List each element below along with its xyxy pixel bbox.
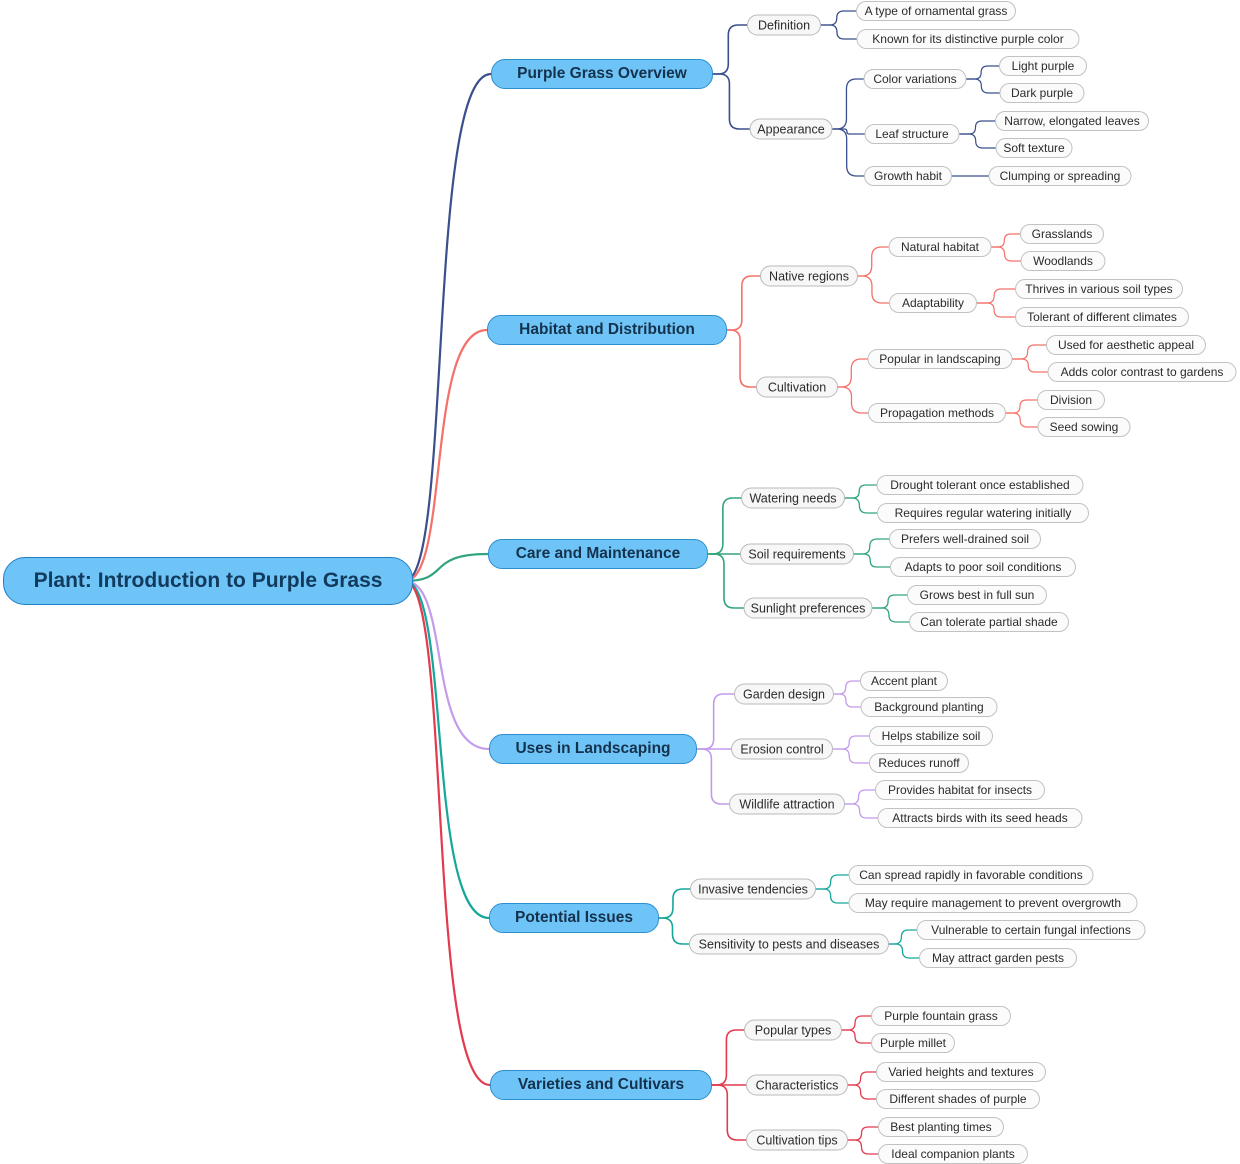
edge [848, 1127, 878, 1140]
edge [1013, 359, 1048, 372]
leaf-reduces-runoff[interactable] [869, 753, 969, 773]
edge [405, 330, 487, 581]
edge [992, 247, 1021, 261]
leaf-may-attract-garden-pests[interactable] [919, 948, 1077, 968]
edge [854, 539, 889, 554]
leaf-a-type-of-ornamental-grass[interactable] [856, 1, 1016, 21]
leaf-ideal-companion-plants[interactable] [878, 1144, 1028, 1164]
node-label: Requires regular watering initially [894, 506, 1072, 520]
edge [889, 944, 919, 958]
branch-varieties-and-cultivars[interactable] [490, 1070, 712, 1100]
edge [848, 1085, 876, 1099]
leaf-leaf-structure[interactable] [865, 124, 960, 144]
node-label: Sunlight preferences [750, 601, 866, 615]
leaf-accent-plant[interactable] [860, 671, 948, 691]
node-label: Different shades of purple [889, 1092, 1027, 1106]
node-label: Best planting times [890, 1120, 992, 1134]
edge [713, 74, 750, 129]
edge [967, 79, 1000, 93]
node-label: Can spread rapidly in favorable conditions [859, 868, 1083, 882]
node-label: Tolerant of different climates [1027, 310, 1177, 324]
edge [960, 121, 996, 134]
edge [727, 276, 760, 330]
subtopic-characteristics[interactable] [746, 1075, 848, 1096]
leaf-adapts-to-poor-soil-conditions[interactable] [890, 557, 1076, 577]
subtopic-soil-requirements[interactable] [740, 544, 854, 565]
leaf-provides-habitat-for-insects[interactable] [875, 780, 1045, 800]
node-label: Thrives in various soil types [1025, 282, 1173, 296]
leaf-background-planting[interactable] [861, 697, 998, 717]
node-label: Vulnerable to certain fungal infections [931, 923, 1131, 937]
subtopic-cultivation[interactable] [756, 377, 838, 398]
edge [838, 359, 868, 387]
edge [659, 889, 690, 918]
subtopic-garden-design[interactable] [734, 684, 834, 705]
edge [833, 129, 865, 176]
node-label: Habitat and Distribution [519, 321, 695, 338]
node-label: Definition [757, 18, 811, 32]
node-label: May attract garden pests [931, 951, 1065, 965]
node-label: Cultivation [767, 380, 827, 394]
node-label: Known for its distinctive purple color [872, 32, 1064, 46]
branch-uses-in-landscaping[interactable] [489, 734, 697, 764]
node-label: Ideal companion plants [891, 1147, 1015, 1161]
node-label: Potential Issues [514, 909, 633, 926]
branch-care-and-maintenance[interactable] [488, 539, 708, 569]
edge [889, 930, 917, 944]
edge [848, 1072, 876, 1085]
subtopic-definition[interactable] [747, 15, 821, 36]
edge [821, 11, 856, 25]
node-label: Varieties and Cultivars [517, 1076, 685, 1093]
node-label: Leaf structure [875, 127, 949, 141]
node-label: Light purple [1011, 59, 1075, 73]
edge [873, 608, 910, 622]
node-label: Attracts birds with its seed heads [892, 811, 1068, 825]
edge [405, 74, 491, 581]
leaf-adaptability[interactable] [889, 293, 977, 313]
node-label: Clumping or spreading [999, 169, 1121, 183]
leaf-adds-color-contrast-to-gardens[interactable] [1048, 362, 1237, 382]
subtopic-cultivation-tips[interactable] [746, 1130, 848, 1151]
edge [977, 289, 1015, 303]
leaf-tolerant-of-different-climates[interactable] [1015, 307, 1189, 327]
edge [845, 498, 877, 513]
node-label: Reduces runoff [878, 756, 960, 770]
node-label: Prefers well-drained soil [900, 532, 1030, 546]
node-label: Color variations [873, 72, 957, 86]
edge [834, 681, 860, 694]
edge [697, 694, 734, 749]
edge [967, 66, 1000, 79]
node-label: Cultivation tips [756, 1133, 838, 1147]
node-label: Varied heights and textures [888, 1065, 1034, 1079]
leaf-prefers-well-drained-soil[interactable] [889, 529, 1041, 549]
leaf-dark-purple[interactable] [1000, 83, 1085, 103]
leaf-grows-best-in-full-sun[interactable] [907, 585, 1047, 605]
node-label: Propagation methods [879, 406, 995, 420]
node-label: Can tolerate partial shade [920, 615, 1058, 629]
leaf-varied-heights-and-textures[interactable] [876, 1062, 1046, 1082]
edge [977, 303, 1015, 317]
edge [845, 804, 878, 818]
leaf-growth-habit[interactable] [864, 166, 952, 186]
subtopic-popular-types[interactable] [744, 1020, 842, 1041]
edge [816, 875, 849, 889]
node-label: Grows best in full sun [919, 588, 1035, 602]
leaf-known-for-its-distinctive-purple-color[interactable] [857, 29, 1080, 49]
leaf-different-shades-of-purple[interactable] [876, 1089, 1040, 1109]
subtopic-watering-needs[interactable] [741, 488, 845, 509]
leaf-soft-texture[interactable] [996, 138, 1073, 158]
node-label: Adds color contrast to gardens [1060, 365, 1224, 379]
node-label: Garden design [743, 687, 826, 701]
edge [992, 234, 1021, 247]
node-label: Plant: Introduction to Purple Grass [33, 569, 383, 592]
edge [842, 1016, 871, 1030]
node-label: Background planting [874, 700, 984, 714]
node-label: Drought tolerant once established [890, 478, 1070, 492]
node-label: Characteristics [755, 1078, 839, 1092]
edge [834, 694, 861, 707]
subtopic-sensitivity-to-pests-and-diseases[interactable] [689, 934, 889, 955]
edge [873, 595, 908, 608]
edge [816, 889, 849, 903]
node-label: A type of ornamental grass [864, 4, 1008, 18]
edge [697, 749, 729, 804]
node-label: Uses in Landscaping [515, 740, 671, 757]
edge [713, 25, 747, 74]
node-label: Sensitivity to pests and diseases [698, 937, 880, 951]
root-node-plant-introduction-to-purple-grass[interactable] [3, 557, 413, 605]
node-label: Invasive tendencies [698, 882, 808, 896]
leaf-can-spread-rapidly-in-favorable-conditions[interactable] [849, 865, 1094, 885]
edge [712, 1085, 746, 1140]
node-label: Seed sowing [1049, 420, 1119, 434]
node-label: Helps stabilize soil [881, 729, 981, 743]
edge [833, 129, 865, 134]
edge [1013, 345, 1047, 359]
edge [858, 276, 889, 303]
leaf-clumping-or-spreading[interactable] [989, 166, 1132, 186]
edge [845, 790, 875, 804]
leaf-light-purple[interactable] [999, 56, 1087, 76]
edge [833, 749, 869, 763]
leaf-attracts-birds-with-its-seed-heads[interactable] [878, 808, 1083, 828]
edge [405, 554, 488, 581]
node-label: Division [1049, 393, 1092, 407]
node-label: Wildlife attraction [739, 797, 835, 811]
node-label: Appearance [757, 122, 825, 136]
edge [838, 387, 868, 413]
leaf-grasslands[interactable] [1020, 224, 1104, 244]
node-label: Erosion control [740, 742, 824, 756]
node-label: Accent plant [870, 674, 938, 688]
edge [821, 25, 857, 39]
leaf-can-tolerate-partial-shade[interactable] [909, 612, 1069, 632]
edge [708, 498, 741, 554]
subtopic-sunlight-preferences[interactable] [744, 598, 873, 619]
edge [405, 581, 489, 749]
branch-habitat-and-distribution[interactable] [487, 315, 727, 345]
leaf-may-require-management-to-prevent-overgrowth[interactable] [849, 893, 1138, 913]
node-label: Adapts to poor soil conditions [904, 560, 1062, 574]
node-label: May require management to prevent overgrowth [864, 896, 1122, 910]
leaf-division[interactable] [1037, 390, 1105, 410]
node-label: Soil requirements [748, 547, 846, 561]
edge [833, 79, 864, 129]
leaf-helps-stabilize-soil[interactable] [869, 726, 993, 746]
leaf-thrives-in-various-soil-types[interactable] [1015, 279, 1183, 299]
edge [405, 581, 490, 1085]
edge [708, 554, 744, 608]
node-label: Woodlands [1033, 254, 1093, 268]
leaf-popular-in-landscaping[interactable] [868, 349, 1013, 369]
node-label: Growth habit [873, 169, 943, 183]
edge [960, 134, 996, 148]
leaf-vulnerable-to-certain-fungal-infections[interactable] [917, 920, 1146, 940]
edge [727, 330, 756, 387]
leaf-natural-habitat[interactable] [889, 237, 992, 257]
node-label: Grasslands [1031, 227, 1093, 241]
node-label: Narrow, elongated leaves [1004, 114, 1140, 128]
edge [854, 554, 890, 567]
branch-potential-issues[interactable] [489, 903, 659, 933]
node-label: Dark purple [1010, 86, 1074, 100]
edge [405, 581, 489, 918]
leaf-best-planting-times[interactable] [878, 1117, 1004, 1137]
edge [712, 1030, 744, 1085]
leaf-purple-millet[interactable] [871, 1033, 955, 1053]
edge [848, 1140, 878, 1154]
edge [858, 247, 889, 276]
node-label: Used for aesthetic appeal [1057, 338, 1195, 352]
leaf-requires-regular-watering-initially[interactable] [877, 503, 1089, 523]
subtopic-native-regions[interactable] [760, 266, 858, 287]
leaf-seed-sowing[interactable] [1038, 417, 1131, 437]
leaf-drought-tolerant-once-established[interactable] [877, 475, 1084, 495]
node-label: Natural habitat [900, 240, 980, 254]
subtopic-erosion-control[interactable] [731, 739, 833, 760]
edge [842, 1030, 871, 1043]
branch-purple-grass-overview[interactable] [491, 59, 713, 89]
node-label: Care and Maintenance [515, 545, 681, 562]
node-label: Adaptability [901, 296, 965, 310]
subtopic-invasive-tendencies[interactable] [690, 879, 816, 900]
subtopic-appearance[interactable] [750, 119, 833, 140]
node-label: Watering needs [749, 491, 837, 505]
node-label: Purple millet [879, 1036, 947, 1050]
leaf-narrow-elongated-leaves[interactable] [995, 111, 1149, 131]
leaf-propagation-methods[interactable] [868, 403, 1006, 423]
node-label: Popular in landscaping [879, 352, 1001, 366]
node-label: Native regions [769, 269, 849, 283]
leaf-used-for-aesthetic-appeal[interactable] [1046, 335, 1206, 355]
edge [1006, 413, 1038, 427]
node-label: Purple fountain grass [884, 1009, 998, 1023]
node-label: Popular types [754, 1023, 832, 1037]
leaf-woodlands[interactable] [1021, 251, 1106, 271]
subtopic-wildlife-attraction[interactable] [729, 794, 845, 815]
edge [659, 918, 689, 944]
node-label: Purple Grass Overview [517, 65, 687, 82]
edge [833, 736, 869, 749]
leaf-purple-fountain-grass[interactable] [871, 1006, 1011, 1026]
edge [845, 485, 877, 498]
node-label: Provides habitat for insects [887, 783, 1033, 797]
leaf-color-variations[interactable] [864, 69, 967, 89]
edge [1006, 400, 1037, 413]
node-label: Soft texture [1003, 141, 1065, 155]
